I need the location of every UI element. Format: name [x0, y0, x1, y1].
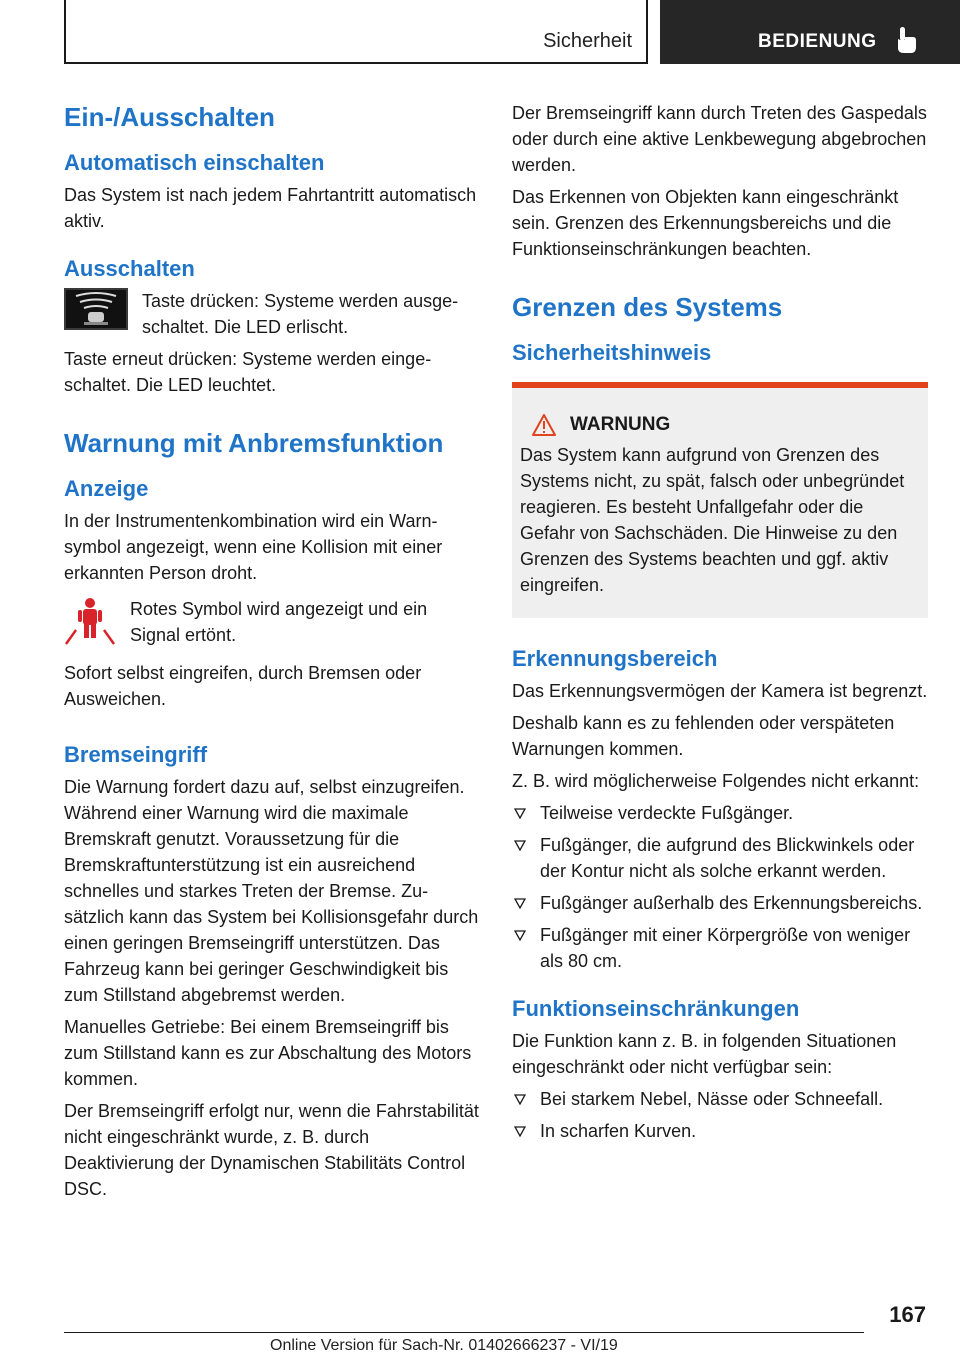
- hand-pointer-icon: [894, 26, 918, 54]
- text-button-again: Taste erneut drücken: Systeme werden eingeschaltet. Die LED leuchtet.: [64, 349, 432, 395]
- heading-brake-warning: Warnung mit Anbremsfunktion: [64, 428, 444, 458]
- warning-title: WARNUNG: [570, 414, 671, 435]
- bullet-triangle-icon: [514, 898, 526, 909]
- list-item: Fußgänger mit einer Körpergröße von weniger als 80 cm.: [512, 922, 928, 974]
- text-range-1: Das Erkennungsvermögen der Kamera ist begrenzt.: [512, 681, 928, 701]
- page-number: 167: [889, 1302, 926, 1327]
- text-red-symbol: Rotes Symbol wird angezeigt und ein Signal ertönt.: [130, 599, 428, 645]
- heading-switch-off: Ausschalten: [64, 256, 195, 281]
- warning-triangle-icon: [532, 414, 556, 436]
- list-item: In scharfen Kurven.: [512, 1118, 928, 1144]
- bullet-triangle-icon: [514, 840, 526, 851]
- footer-divider: [64, 1332, 864, 1333]
- list-item: Fußgänger außerhalb des Erkennungsbereichs.: [512, 890, 928, 916]
- bullet-triangle-icon: [514, 1094, 526, 1105]
- left-column: [64, 100, 480, 1208]
- text-brake-3: Der Bremseingriff erfolgt nur, wenn die Fahrstabilität nicht eingeschränkt wurde, z. B. durch Deaktivierung der Dynamischen Stabilitäts Control DSC.: [64, 1101, 479, 1199]
- text-auto-on: Das System ist nach jedem Fahrtantritt automatisch aktiv.: [64, 185, 477, 231]
- text-range-2: Deshalb kann es zu fehlenden oder verspäteten Warnungen kommen.: [512, 713, 895, 759]
- right-column: [512, 100, 928, 1150]
- heading-display: Anzeige: [64, 476, 149, 501]
- warning-title-row: [520, 414, 920, 436]
- text-button-press: Taste drücken: Systeme werden ausgeschaltet. Die LED erlischt.: [142, 291, 459, 337]
- list-item: Teilweise verdeckte Fußgänger.: [512, 800, 928, 826]
- heading-auto-on: Automatisch einschalten: [64, 150, 325, 175]
- text-cancel: Der Bremseingriff kann durch Treten des Gaspedals oder durch eine aktive Lenkbewegung abgebrochen werden.: [512, 103, 927, 175]
- text-display: In der Instrumentenkombination wird ein Warnsymbol angezeigt, wenn eine Kollision mit einer erkannten Person droht.: [64, 511, 443, 583]
- heading-detection-range: Erkennungsbereich: [512, 646, 718, 671]
- warning-box: [512, 382, 928, 618]
- function-list: [512, 1086, 928, 1144]
- heading-function-limits: Funktionseinschränkungen: [512, 996, 800, 1021]
- heading-brake: Bremseingriff: [64, 742, 208, 767]
- text-brake-1: Die Warnung fordert dazu auf, selbst einzugreifen. Während einer Warnung wird die maximale Bremskraft genutzt. Voraussetzung für die Bremskraftunterstützung ist ein ausreichend schnelles und starkes Treten der Bremse. Zusätzlich kann das System bei Kollisionsgefahr durch einen geringen Bremseingriff unterstützen. Das Fahrzeug kann bei geringer Geschwindigkeit bis zum Stillstand abgebremst werden.: [64, 777, 479, 1005]
- text-brake-2: Manuelles Getriebe: Bei einem Bremseingriff bis zum Stillstand kann es zur Abschaltung des Motors kommen.: [64, 1017, 472, 1089]
- text-function-limits: Die Funktion kann z. B. in folgenden Situationen eingeschränkt oder nicht verfügbar sein:: [512, 1031, 897, 1077]
- heading-on-off: Ein-/Ausschalten: [64, 102, 275, 132]
- pedestrian-warning-button-icon: [64, 288, 128, 330]
- heading-limits: Grenzen des Systems: [512, 292, 783, 322]
- list-item: Fußgänger, die aufgrund des Blickwinkels oder der Kontur nicht als solche erkannt werden.: [512, 832, 928, 884]
- pedestrian-red-symbol-icon: [64, 596, 116, 646]
- text-react: Sofort selbst eingreifen, durch Bremsen oder Ausweichen.: [64, 663, 422, 709]
- header-section-box: [64, 0, 648, 64]
- footer-text: Online Version für Sach-Nr. 01402666237 - VI/19: [270, 1337, 618, 1354]
- header-chapter-title: BEDIENUNG: [758, 31, 877, 52]
- bullet-triangle-icon: [514, 808, 526, 819]
- warning-text: Das System kann aufgrund von Grenzen des Systems nicht, zu spät, falsch oder unbegründet reagieren. Es besteht Unfallgefahr oder die Gefahr von Sachschäden. Die Hinweise zu den Grenzen des Systems beachten und ggf. aktiv eingreifen.: [520, 445, 905, 595]
- bullet-triangle-icon: [514, 1126, 526, 1137]
- range-list: [512, 800, 928, 974]
- button-info-row: [64, 288, 480, 340]
- header-section-title: Sicherheit: [543, 30, 632, 52]
- text-range-3: Z. B. wird möglicherweise Folgendes nicht erkannt:: [512, 771, 920, 791]
- list-item: Bei starkem Nebel, Nässe oder Schneefall.: [512, 1086, 928, 1112]
- symbol-info-row: [64, 596, 480, 648]
- bullet-triangle-icon: [514, 930, 526, 941]
- heading-safety: Sicherheitshinweis: [512, 340, 712, 365]
- text-detect: Das Erkennen von Objekten kann eingeschränkt sein. Grenzen des Erkennungsbereichs und die Funktionseinschränkungen beachten.: [512, 187, 899, 259]
- header-chapter-box: [660, 0, 960, 64]
